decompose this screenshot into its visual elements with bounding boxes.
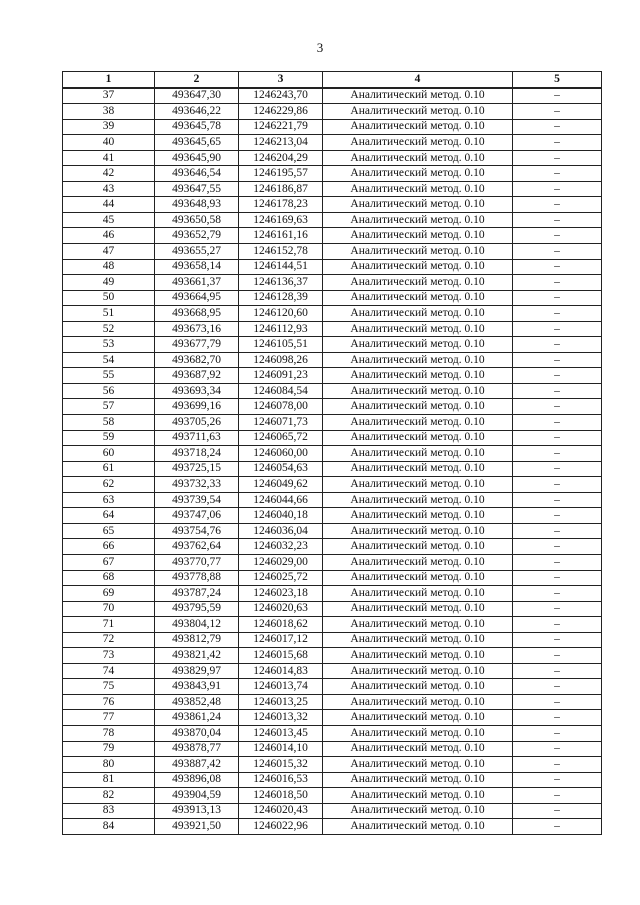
point-number-cell: 38 [63,104,155,120]
method-cell: Аналитический метод. 0.10 [323,228,513,244]
x-coordinate-cell: 493646,54 [155,166,239,182]
x-coordinate-cell: 493878,77 [155,741,239,757]
y-coordinate-cell: 1246243,70 [239,88,323,104]
y-coordinate-cell: 1246013,45 [239,725,323,741]
remark-cell: – [513,197,602,213]
remark-cell: – [513,539,602,555]
y-coordinate-cell: 1246204,29 [239,150,323,166]
x-coordinate-cell: 493687,92 [155,368,239,384]
y-coordinate-cell: 1246105,51 [239,337,323,353]
point-number-cell: 73 [63,648,155,664]
table-row [63,290,602,306]
table-row [63,819,602,835]
table-row [63,570,602,586]
x-coordinate-cell: 493648,93 [155,197,239,213]
x-coordinate-cell: 493795,59 [155,601,239,617]
x-coordinate-cell: 493770,77 [155,554,239,570]
table-row [63,259,602,275]
remark-cell: – [513,290,602,306]
method-cell: Аналитический метод. 0.10 [323,492,513,508]
method-cell: Аналитический метод. 0.10 [323,772,513,788]
method-cell: Аналитический метод. 0.10 [323,757,513,773]
remark-cell: – [513,321,602,337]
point-number-cell: 62 [63,477,155,493]
remark-cell: – [513,477,602,493]
point-number-cell: 71 [63,617,155,633]
point-number-cell: 59 [63,430,155,446]
point-number-cell: 41 [63,150,155,166]
point-number-cell: 77 [63,710,155,726]
x-coordinate-cell: 493747,06 [155,508,239,524]
point-number-cell: 49 [63,275,155,291]
point-number-cell: 42 [63,166,155,182]
remark-cell: – [513,275,602,291]
remark-cell: – [513,648,602,664]
x-coordinate-cell: 493705,26 [155,415,239,431]
remark-cell: – [513,244,602,260]
table-row [63,446,602,462]
table-row [63,275,602,291]
method-cell: Аналитический метод. 0.10 [323,368,513,384]
y-coordinate-cell: 1246060,00 [239,446,323,462]
y-coordinate-cell: 1246229,86 [239,104,323,120]
y-coordinate-cell: 1246065,72 [239,430,323,446]
table-row [63,352,602,368]
remark-cell: – [513,446,602,462]
y-coordinate-cell: 1246023,18 [239,586,323,602]
y-coordinate-cell: 1246128,39 [239,290,323,306]
method-cell: Аналитический метод. 0.10 [323,617,513,633]
method-cell: Аналитический метод. 0.10 [323,694,513,710]
column-header: 4 [323,72,513,88]
remark-cell: – [513,104,602,120]
method-cell: Аналитический метод. 0.10 [323,197,513,213]
method-cell: Аналитический метод. 0.10 [323,663,513,679]
y-coordinate-cell: 1246178,23 [239,197,323,213]
remark-cell: – [513,259,602,275]
column-header: 2 [155,72,239,88]
point-number-cell: 44 [63,197,155,213]
x-coordinate-cell: 493655,27 [155,244,239,260]
remark-cell: – [513,337,602,353]
point-number-cell: 81 [63,772,155,788]
y-coordinate-cell: 1246169,63 [239,212,323,228]
method-cell: Аналитический метод. 0.10 [323,710,513,726]
x-coordinate-cell: 493646,22 [155,104,239,120]
x-coordinate-cell: 493870,04 [155,725,239,741]
remark-cell: – [513,694,602,710]
x-coordinate-cell: 493913,13 [155,803,239,819]
remark-cell: – [513,135,602,151]
point-number-cell: 53 [63,337,155,353]
remark-cell: – [513,757,602,773]
x-coordinate-cell: 493829,97 [155,663,239,679]
remark-cell: – [513,119,602,135]
x-coordinate-cell: 493652,79 [155,228,239,244]
x-coordinate-cell: 493711,63 [155,430,239,446]
x-coordinate-cell: 493725,15 [155,461,239,477]
y-coordinate-cell: 1246014,83 [239,663,323,679]
point-number-cell: 54 [63,352,155,368]
y-coordinate-cell: 1246144,51 [239,259,323,275]
table-row [63,104,602,120]
x-coordinate-cell: 493762,64 [155,539,239,555]
x-coordinate-cell: 493664,95 [155,290,239,306]
x-coordinate-cell: 493699,16 [155,399,239,415]
table-row [63,694,602,710]
method-cell: Аналитический метод. 0.10 [323,104,513,120]
y-coordinate-cell: 1246040,18 [239,508,323,524]
y-coordinate-cell: 1246018,50 [239,788,323,804]
x-coordinate-cell: 493852,48 [155,694,239,710]
method-cell: Аналитический метод. 0.10 [323,508,513,524]
point-number-cell: 68 [63,570,155,586]
point-number-cell: 37 [63,88,155,104]
y-coordinate-cell: 1246213,04 [239,135,323,151]
point-number-cell: 61 [63,461,155,477]
remark-cell: – [513,725,602,741]
table-row [63,135,602,151]
point-number-cell: 84 [63,819,155,835]
remark-cell: – [513,461,602,477]
table-row [63,166,602,182]
remark-cell: – [513,803,602,819]
x-coordinate-cell: 493682,70 [155,352,239,368]
table-row [63,306,602,322]
method-cell: Аналитический метод. 0.10 [323,399,513,415]
method-cell: Аналитический метод. 0.10 [323,181,513,197]
y-coordinate-cell: 1246186,87 [239,181,323,197]
remark-cell: – [513,166,602,182]
remark-cell: – [513,228,602,244]
table-row [63,368,602,384]
point-number-cell: 64 [63,508,155,524]
x-coordinate-cell: 493896,08 [155,772,239,788]
remark-cell: – [513,617,602,633]
y-coordinate-cell: 1246015,32 [239,757,323,773]
y-coordinate-cell: 1246013,32 [239,710,323,726]
point-number-cell: 80 [63,757,155,773]
remark-cell: – [513,492,602,508]
table-row [63,383,602,399]
x-coordinate-cell: 493645,90 [155,150,239,166]
point-number-cell: 58 [63,415,155,431]
x-coordinate-cell: 493647,55 [155,181,239,197]
method-cell: Аналитический метод. 0.10 [323,632,513,648]
table-row [63,757,602,773]
x-coordinate-cell: 493861,24 [155,710,239,726]
method-cell: Аналитический метод. 0.10 [323,212,513,228]
y-coordinate-cell: 1246136,37 [239,275,323,291]
column-header: 1 [63,72,155,88]
method-cell: Аналитический метод. 0.10 [323,119,513,135]
y-coordinate-cell: 1246195,57 [239,166,323,182]
x-coordinate-cell: 493732,33 [155,477,239,493]
method-cell: Аналитический метод. 0.10 [323,679,513,695]
remark-cell: – [513,772,602,788]
y-coordinate-cell: 1246017,12 [239,632,323,648]
method-cell: Аналитический метод. 0.10 [323,337,513,353]
y-coordinate-cell: 1246015,68 [239,648,323,664]
remark-cell: – [513,523,602,539]
y-coordinate-cell: 1246120,60 [239,306,323,322]
point-number-cell: 50 [63,290,155,306]
table-row [63,679,602,695]
y-coordinate-cell: 1246112,93 [239,321,323,337]
table-row [63,150,602,166]
x-coordinate-cell: 493658,14 [155,259,239,275]
y-coordinate-cell: 1246054,63 [239,461,323,477]
point-number-cell: 52 [63,321,155,337]
remark-cell: – [513,368,602,384]
x-coordinate-cell: 493661,37 [155,275,239,291]
y-coordinate-cell: 1246016,53 [239,772,323,788]
x-coordinate-cell: 493887,42 [155,757,239,773]
remark-cell: – [513,88,602,104]
method-cell: Аналитический метод. 0.10 [323,306,513,322]
x-coordinate-cell: 493921,50 [155,819,239,835]
table-row [63,477,602,493]
y-coordinate-cell: 1246013,74 [239,679,323,695]
table-row [63,710,602,726]
remark-cell: – [513,399,602,415]
y-coordinate-cell: 1246098,26 [239,352,323,368]
point-number-cell: 66 [63,539,155,555]
point-number-cell: 40 [63,135,155,151]
table-row [63,228,602,244]
column-header: 5 [513,72,602,88]
x-coordinate-cell: 493754,76 [155,523,239,539]
remark-cell: – [513,181,602,197]
method-cell: Аналитический метод. 0.10 [323,586,513,602]
x-coordinate-cell: 493804,12 [155,617,239,633]
table-row [63,772,602,788]
x-coordinate-cell: 493843,91 [155,679,239,695]
column-header: 3 [239,72,323,88]
x-coordinate-cell: 493718,24 [155,446,239,462]
point-number-cell: 63 [63,492,155,508]
point-number-cell: 69 [63,586,155,602]
method-cell: Аналитический метод. 0.10 [323,415,513,431]
method-cell: Аналитический метод. 0.10 [323,446,513,462]
point-number-cell: 55 [63,368,155,384]
y-coordinate-cell: 1246036,04 [239,523,323,539]
method-cell: Аналитический метод. 0.10 [323,788,513,804]
remark-cell: – [513,570,602,586]
table-row [63,430,602,446]
point-number-cell: 78 [63,725,155,741]
y-coordinate-cell: 1246161,16 [239,228,323,244]
table-row [63,803,602,819]
point-number-cell: 72 [63,632,155,648]
table-row [63,601,602,617]
point-number-cell: 65 [63,523,155,539]
remark-cell: – [513,710,602,726]
method-cell: Аналитический метод. 0.10 [323,244,513,260]
table-row [63,586,602,602]
y-coordinate-cell: 1246014,10 [239,741,323,757]
table-row [63,197,602,213]
y-coordinate-cell: 1246084,54 [239,383,323,399]
y-coordinate-cell: 1246091,23 [239,368,323,384]
table-row [63,554,602,570]
x-coordinate-cell: 493650,58 [155,212,239,228]
y-coordinate-cell: 1246078,00 [239,399,323,415]
table-row [63,492,602,508]
y-coordinate-cell: 1246020,43 [239,803,323,819]
method-cell: Аналитический метод. 0.10 [323,741,513,757]
method-cell: Аналитический метод. 0.10 [323,554,513,570]
table-row [63,181,602,197]
remark-cell: – [513,554,602,570]
table-row [63,415,602,431]
method-cell: Аналитический метод. 0.10 [323,523,513,539]
table-row [63,88,602,104]
y-coordinate-cell: 1246221,79 [239,119,323,135]
remark-cell: – [513,601,602,617]
point-number-cell: 83 [63,803,155,819]
table-row [63,399,602,415]
point-number-cell: 79 [63,741,155,757]
table-row [63,508,602,524]
header-row [63,72,602,88]
table-row [63,244,602,260]
y-coordinate-cell: 1246013,25 [239,694,323,710]
point-number-cell: 70 [63,601,155,617]
remark-cell: – [513,663,602,679]
method-cell: Аналитический метод. 0.10 [323,135,513,151]
method-cell: Аналитический метод. 0.10 [323,321,513,337]
method-cell: Аналитический метод. 0.10 [323,352,513,368]
page-number: 3 [316,40,324,55]
y-coordinate-cell: 1246049,62 [239,477,323,493]
coordinates-table [62,71,602,835]
method-cell: Аналитический метод. 0.10 [323,461,513,477]
remark-cell: – [513,788,602,804]
method-cell: Аналитический метод. 0.10 [323,88,513,104]
y-coordinate-cell: 1246152,78 [239,244,323,260]
table-row [63,663,602,679]
y-coordinate-cell: 1246029,00 [239,554,323,570]
method-cell: Аналитический метод. 0.10 [323,803,513,819]
remark-cell: – [513,415,602,431]
table-row [63,648,602,664]
table-row [63,321,602,337]
method-cell: Аналитический метод. 0.10 [323,601,513,617]
remark-cell: – [513,741,602,757]
table-row [63,539,602,555]
table-row [63,212,602,228]
method-cell: Аналитический метод. 0.10 [323,477,513,493]
method-cell: Аналитический метод. 0.10 [323,725,513,741]
x-coordinate-cell: 493647,30 [155,88,239,104]
x-coordinate-cell: 493787,24 [155,586,239,602]
x-coordinate-cell: 493673,16 [155,321,239,337]
method-cell: Аналитический метод. 0.10 [323,648,513,664]
y-coordinate-cell: 1246071,73 [239,415,323,431]
remark-cell: – [513,212,602,228]
remark-cell: – [513,819,602,835]
point-number-cell: 60 [63,446,155,462]
remark-cell: – [513,383,602,399]
point-number-cell: 75 [63,679,155,695]
remark-cell: – [513,306,602,322]
method-cell: Аналитический метод. 0.10 [323,430,513,446]
remark-cell: – [513,632,602,648]
point-number-cell: 57 [63,399,155,415]
point-number-cell: 67 [63,554,155,570]
point-number-cell: 46 [63,228,155,244]
table-row [63,461,602,477]
remark-cell: – [513,352,602,368]
x-coordinate-cell: 493821,42 [155,648,239,664]
remark-cell: – [513,679,602,695]
method-cell: Аналитический метод. 0.10 [323,570,513,586]
table-row [63,337,602,353]
x-coordinate-cell: 493668,95 [155,306,239,322]
method-cell: Аналитический метод. 0.10 [323,290,513,306]
method-cell: Аналитический метод. 0.10 [323,539,513,555]
y-coordinate-cell: 1246025,72 [239,570,323,586]
point-number-cell: 39 [63,119,155,135]
point-number-cell: 56 [63,383,155,399]
y-coordinate-cell: 1246018,62 [239,617,323,633]
method-cell: Аналитический метод. 0.10 [323,275,513,291]
table-row [63,632,602,648]
point-number-cell: 74 [63,663,155,679]
point-number-cell: 48 [63,259,155,275]
point-number-cell: 51 [63,306,155,322]
x-coordinate-cell: 493739,54 [155,492,239,508]
remark-cell: – [513,430,602,446]
point-number-cell: 82 [63,788,155,804]
x-coordinate-cell: 493677,79 [155,337,239,353]
table-row [63,617,602,633]
method-cell: Аналитический метод. 0.10 [323,150,513,166]
x-coordinate-cell: 493778,88 [155,570,239,586]
method-cell: Аналитический метод. 0.10 [323,819,513,835]
method-cell: Аналитический метод. 0.10 [323,383,513,399]
table-row [63,741,602,757]
y-coordinate-cell: 1246020,63 [239,601,323,617]
remark-cell: – [513,150,602,166]
table-row [63,788,602,804]
table-row [63,725,602,741]
x-coordinate-cell: 493645,78 [155,119,239,135]
table-row [63,523,602,539]
remark-cell: – [513,508,602,524]
x-coordinate-cell: 493812,79 [155,632,239,648]
table-header [63,72,602,88]
y-coordinate-cell: 1246044,66 [239,492,323,508]
y-coordinate-cell: 1246032,23 [239,539,323,555]
table-row [63,119,602,135]
y-coordinate-cell: 1246022,96 [239,819,323,835]
method-cell: Аналитический метод. 0.10 [323,166,513,182]
x-coordinate-cell: 493645,65 [155,135,239,151]
point-number-cell: 45 [63,212,155,228]
point-number-cell: 43 [63,181,155,197]
point-number-cell: 47 [63,244,155,260]
x-coordinate-cell: 493693,34 [155,383,239,399]
point-number-cell: 76 [63,694,155,710]
remark-cell: – [513,586,602,602]
method-cell: Аналитический метод. 0.10 [323,259,513,275]
x-coordinate-cell: 493904,59 [155,788,239,804]
table-body [63,88,602,835]
